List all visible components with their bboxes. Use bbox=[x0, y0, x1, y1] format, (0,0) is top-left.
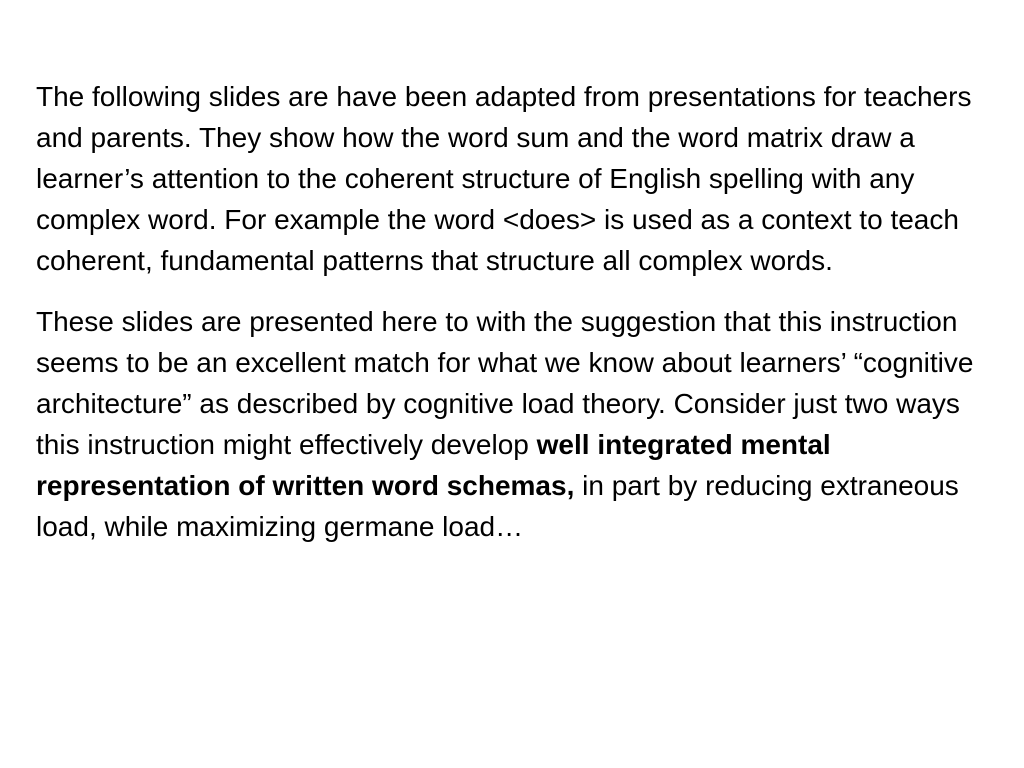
cognitive-load-paragraph bbox=[36, 301, 976, 547]
slide-text-body bbox=[36, 76, 976, 547]
intro-paragraph: The following slides are have been adapted from presentations for teachers and parents. They show how the word sum and the word matrix draw a learner’s attention to the coherent structure of English spelling with any complex word. For example the word <does> is used as a context to teach coherent, fundamental patterns that structure all complex words. bbox=[36, 81, 972, 276]
paragraph-text-end: in part by reducing extraneous load, while maximizing germane load… bbox=[36, 470, 959, 542]
bold-emphasis-text: well integrated mental representation of written word schemas, bbox=[36, 429, 831, 501]
paragraph-text-start: These slides are presented here to with the suggestion that this instruction seems to be an excellent match for what we know about learners’ “cognitive architecture” as described by cognitive load theory. Consider just two ways this instruction might effectively develop bbox=[36, 306, 974, 460]
